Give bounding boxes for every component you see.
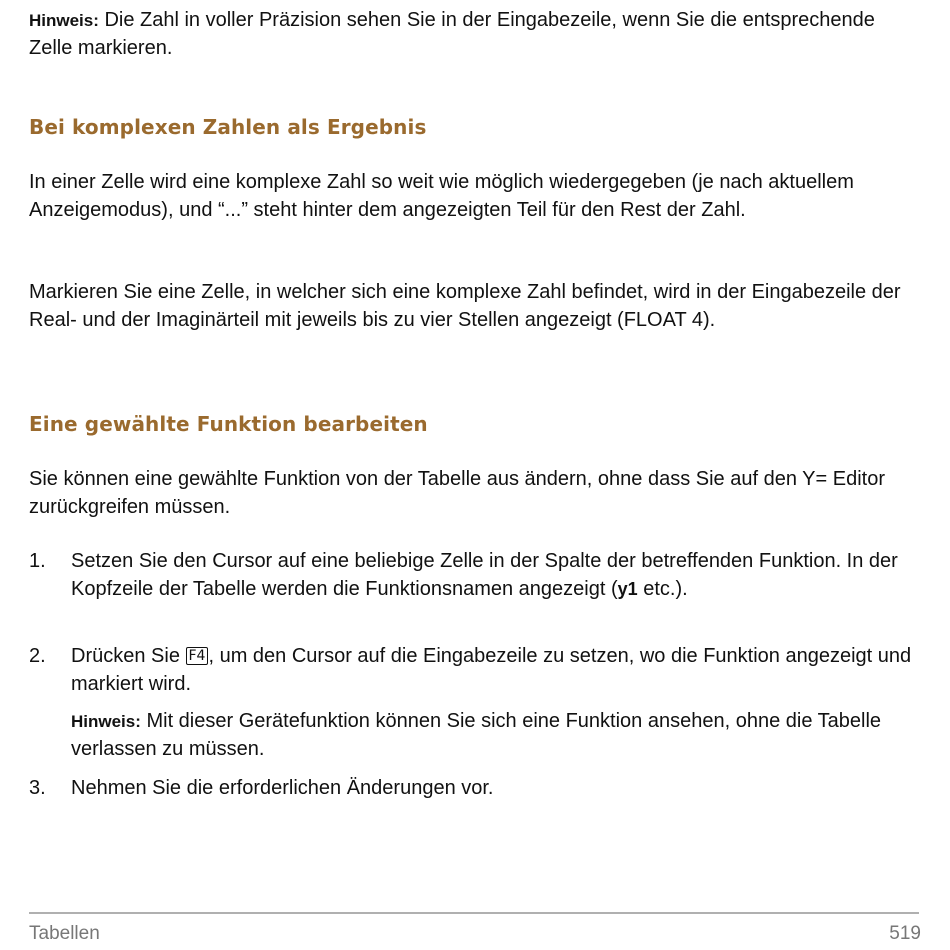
f4-key-icon: F4 (186, 647, 209, 665)
note-text: Mit dieser Gerätefunktion können Sie sich eine Funktion ansehen, ohne die Tabelle verlassen zu müssen. (71, 710, 882, 760)
list-number: 2. (29, 645, 46, 667)
note-paragraph (29, 7, 921, 62)
list-number: 3. (29, 777, 46, 799)
list-text: Drücken Sie F4 , um den Cursor auf die Eingabezeile zu setzen, wo die Funktion angezeigt und markiert wird. (71, 645, 912, 695)
document-page (29, 0, 921, 950)
complex-paragraph-2: Markieren Sie eine Zelle, in welcher sich eine komplexe Zahl befindet, wird in der Eingabezeile der Real- und der Imaginärteil mit jeweils bis zu vier Stellen angezeigt (FLOAT 4). (29, 281, 901, 331)
complex-paragraph-1: In einer Zelle wird eine komplexe Zahl so weit wie möglich wiedergegeben (je nach aktuellem Anzeigemodus), und “...” steht hinter dem angezeigten Teil für den Rest der Zahl. (29, 171, 854, 221)
section-heading-edit-function: Eine gewählte Funktion bearbeiten (29, 412, 428, 436)
list-text: Setzen Sie den Cursor auf eine beliebige Zelle in der Spalte der betreffenden Funktion. In der Kopfzeile der Tabelle werden die Funktionsnamen angezeigt (y1 etc.). (71, 550, 898, 600)
note-label: Hinweis: (29, 11, 99, 30)
edit-intro-paragraph: Sie können eine gewählte Funktion von der Tabelle aus ändern, ohne dass Sie auf den Y= Editor zurückgreifen müssen. (29, 468, 885, 518)
section-heading-complex-numbers: Bei komplexen Zahlen als Ergebnis (29, 115, 427, 139)
note-text: Die Zahl in voller Präzision sehen Sie in der Eingabezeile, wenn Sie die entsprechende Zelle markieren. (29, 9, 875, 59)
note-label: Hinweis: (71, 712, 141, 731)
footer-section-title: Tabellen (29, 923, 100, 944)
footer-divider (29, 912, 919, 914)
page-number: 519 (889, 923, 921, 944)
list-text: Nehmen Sie die erforderlichen Änderungen vor. (71, 777, 494, 799)
function-name-y1: y1 (617, 578, 638, 599)
list-number: 1. (29, 550, 46, 572)
